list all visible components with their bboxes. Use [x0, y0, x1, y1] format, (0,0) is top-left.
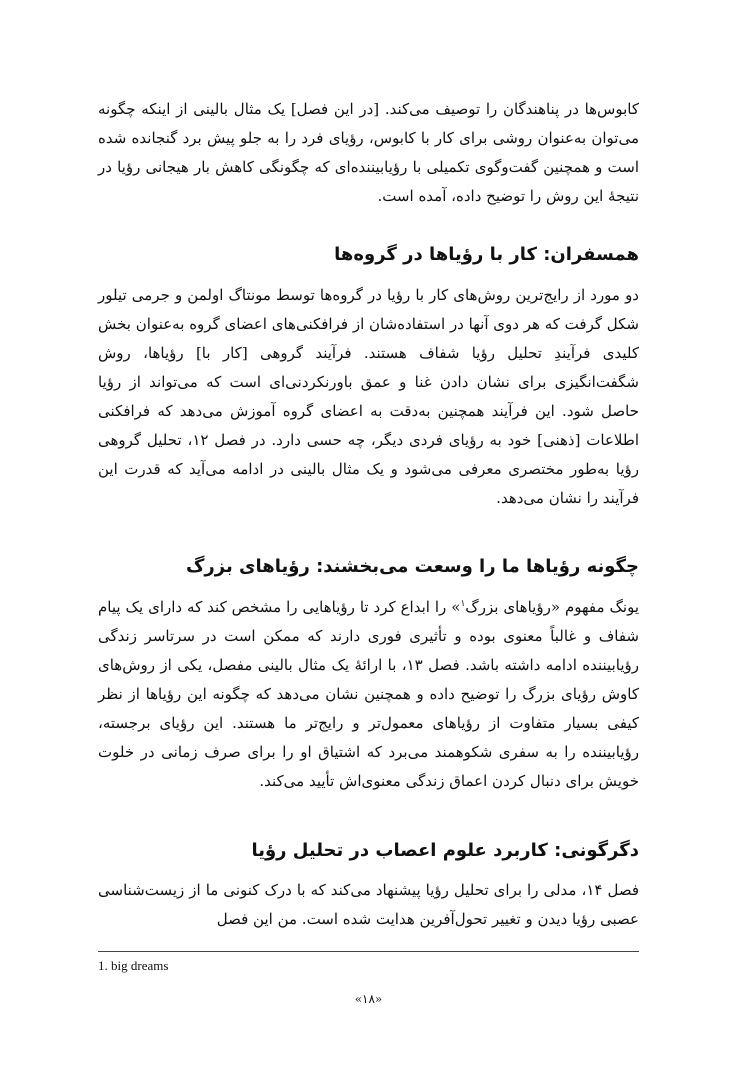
- paragraph-group-dreamwork: دو مورد از رایج‌ترین روش‌های کار با رؤیا در گروه‌ها توسط مونتاگ اولمن و جرمی تیلور شکل گرفت که هر دوی آنها در استفاده‌شان از فرافکنی‌های اعضای گروه به‌عنوان بخش کلیدی فرآیندِ تحلیل رؤیا شفاف هستند. فرآیند گروهی [کار با] رؤیاها، روش شگفت‌انگیزی برای نشان دادن غنا و عمق باورنکردنی‌ای است که می‌تواند از رؤیا حاصل شود. این فرآیند همچنین به‌دقت به اعضای گروه آموزش می‌دهد که فرافکنی اطلاعات [ذهنی] خود به رؤیای فردی دیگر، چه حسی دارد. در فصل ۱۲، تحلیل گروهی رؤیا به‌طور مختصری معرفی می‌شود و یک مثال بالینی در ادامه می‌آید که قدرت این فرآیند را نشان می‌دهد.: [98, 286, 639, 507]
- page-number: «۱۸»: [354, 992, 383, 1006]
- big-dreams-text-rest: » را ابداع کرد تا رؤیاهایی را مشخص کند که دارای یک پیام شفاف و غالباً معنوی بوده و تأثیری فوری دارند که ممکن است در سرتاسر زندگی رؤیابیننده ادامه داشته باشد. فصل ۱۳، با ارائهٔ یک مثال بالینی مفصل، یکی از روش‌های کاوش رؤیای بزرگ را توضیح داده و همچنین نشان می‌دهد که چگونه این رؤیاها از نظر کیفی بسیار متفاوت از رؤیاهای معمول‌تر و رایج‌تر ما هستند. این رؤیای برجسته، رؤیابیننده را به سفری شکوهمند می‌برد که اشتیاق او را برای صرف زمانی در خلوت خویش برای دنبال کردن اعماق زندگی معنوی‌اش تأیید می‌کند.: [98, 598, 639, 790]
- big-dreams-text-start: یونگ مفهوم «رؤیاهای بزرگ: [465, 598, 640, 616]
- footnote-separator: [98, 951, 639, 952]
- section-heading-big-dreams: چگونه رؤیاها ما را وسعت می‌بخشند: رؤیاهای بزرگ: [185, 556, 639, 577]
- footnote: 1. big dreams: [98, 958, 169, 973]
- paragraph-big-dreams: [98, 593, 639, 796]
- section-heading-neuroscience: دگرگونی: کاربرد علوم اعصاب در تحلیل رؤیا: [251, 840, 639, 861]
- paragraph-neuroscience: فصل ۱۴، مدلی را برای تحلیل رؤیا پیشنهاد می‌کند که با درک کنونی ما از زیست‌شناسی عصبی رؤیا دیدن و تغییر تحول‌آفرین هدایت شده است. من این فصل: [98, 881, 639, 928]
- section-heading-group-dreamwork: همسفران: کار با رؤیاها در گروه‌ها: [334, 244, 639, 265]
- footnote-marker: ۱: [460, 599, 466, 609]
- paragraph-nightmares: کابوس‌ها در پناهندگان را توصیف می‌کند. [در این فصل] یک مثال بالینی از اینکه چگونه می‌توان به‌عنوان روشی برای کار با کابوس، رؤیای فرد را به جلو پیش برد گنجانده شده است و همچنین گفت‌وگوی تکمیلی با رؤیابیننده‌ای که چگونگی کاهش بار هیجانی رؤیا در نتیجهٔ این روش را توضیح داده، آمده است.: [98, 100, 639, 205]
